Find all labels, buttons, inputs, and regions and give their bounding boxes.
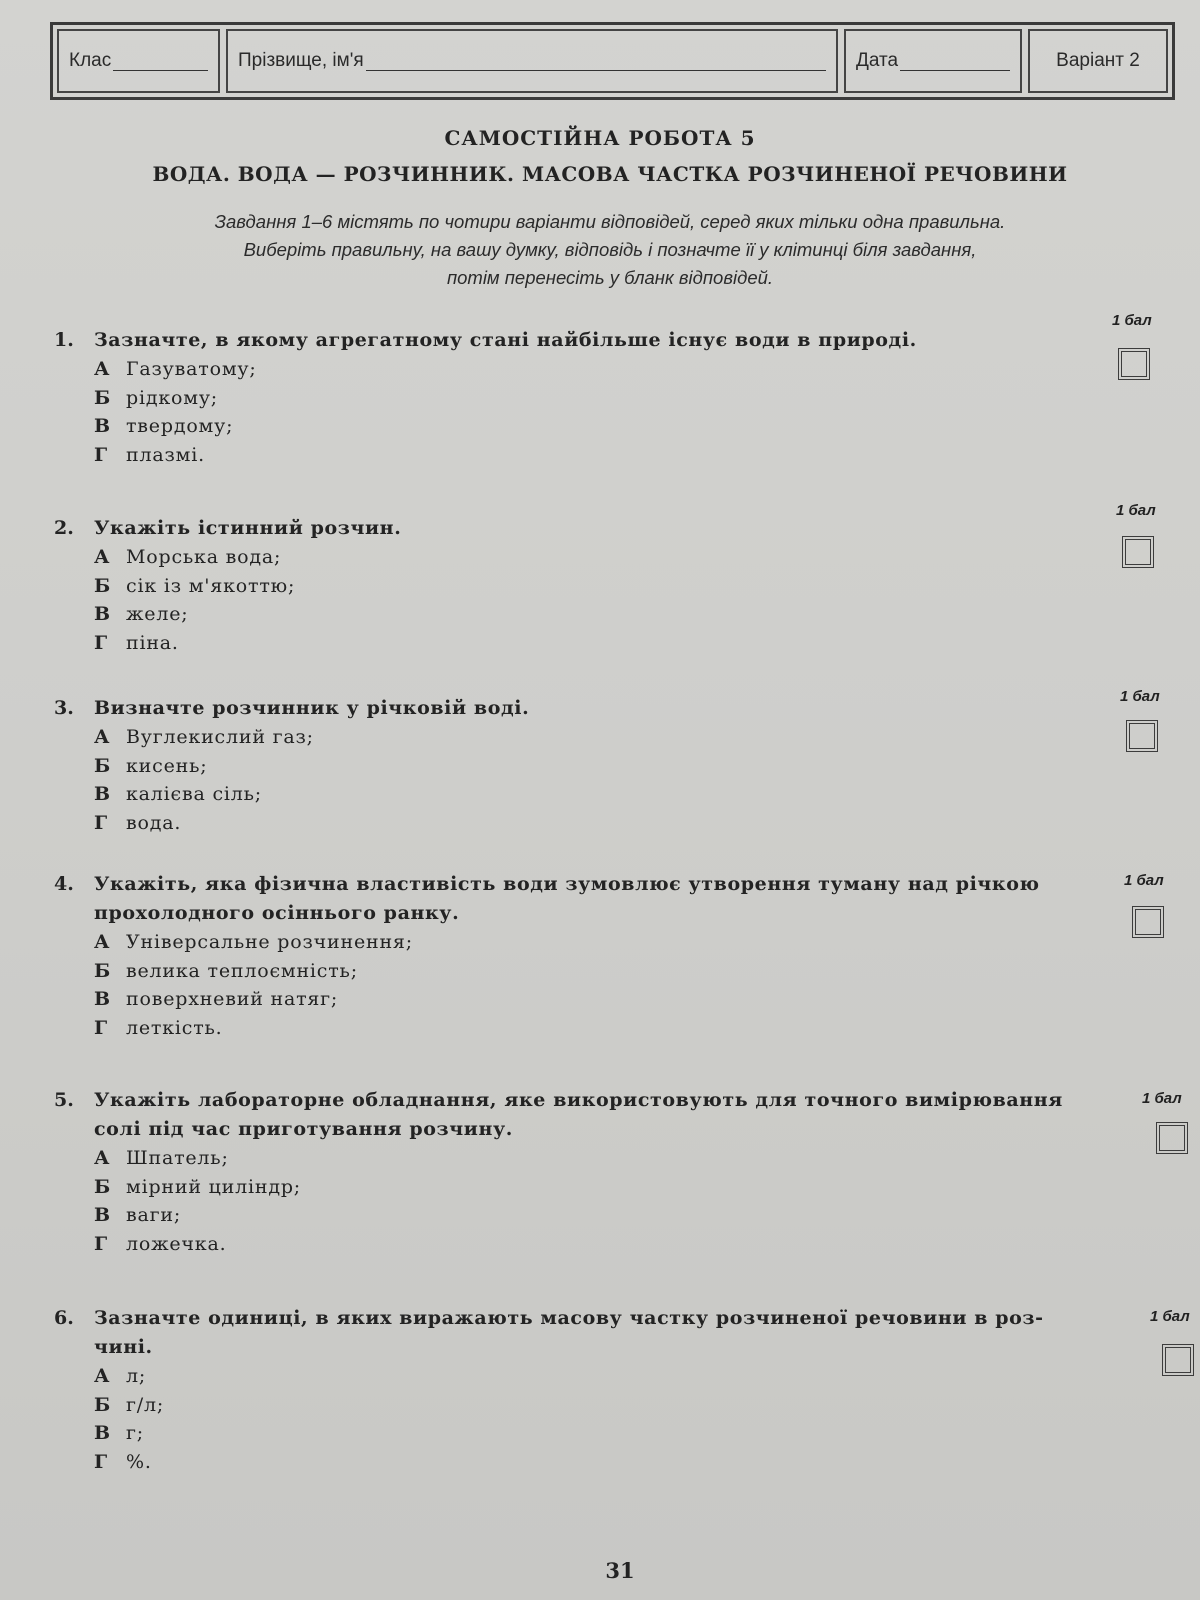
option-a[interactable] — [94, 1144, 1094, 1173]
option-text: кисень; — [126, 754, 208, 777]
option-text: поверхневий натяг; — [126, 988, 339, 1010]
option-letter: В — [94, 603, 111, 625]
question-text-line-1: Зазначте одиниці, в яких виражають масову частку розчиненої речовини в роз- — [94, 1307, 1044, 1329]
header-table — [50, 22, 1175, 100]
class-label: Клас — [69, 50, 112, 71]
options-list — [94, 355, 1094, 469]
option-letter: В — [94, 1204, 111, 1226]
option-text: ложечка. — [126, 1232, 227, 1255]
question-text-line-2: чині. — [94, 1336, 153, 1358]
option-b[interactable] — [94, 752, 1094, 781]
option-letter: А — [94, 1365, 111, 1387]
variant-cell — [1028, 29, 1168, 93]
question-text-line-1: Укажіть лабораторне обладнання, яке використовують для точного вимірювання — [94, 1089, 1063, 1111]
option-text: %. — [126, 1450, 152, 1473]
option-text: сік із м'якоттю; — [126, 574, 296, 597]
question-number: 3. — [54, 697, 74, 719]
option-text: ваги; — [126, 1204, 182, 1226]
option-letter: А — [94, 1147, 111, 1169]
question-5 — [54, 1086, 1094, 1258]
options-list — [94, 543, 1094, 657]
option-text: л; — [126, 1365, 147, 1387]
question-text: Зазначте, в якому агрегатному стані найбільше існує води в природі. — [94, 329, 917, 351]
option-v[interactable] — [94, 412, 1094, 441]
option-g[interactable] — [94, 809, 1094, 838]
date-label: Дата — [856, 50, 899, 71]
question-2 — [54, 514, 1094, 657]
option-letter: Г — [94, 443, 108, 466]
option-g[interactable] — [94, 1448, 1094, 1477]
option-text: Морська вода; — [126, 546, 282, 568]
option-text: калієва сіль; — [126, 783, 262, 805]
option-letter: Б — [94, 1393, 112, 1416]
option-letter: Г — [94, 1016, 108, 1039]
question-number: 6. — [54, 1307, 74, 1329]
option-letter: А — [94, 358, 111, 380]
date-line — [900, 52, 1010, 71]
option-text: мірний циліндр; — [126, 1175, 302, 1198]
option-b[interactable] — [94, 384, 1094, 413]
answer-checkbox[interactable] — [1122, 536, 1154, 568]
option-letter: Г — [94, 631, 108, 654]
option-text: г; — [126, 1422, 144, 1444]
option-g[interactable] — [94, 1014, 1094, 1043]
question-number: 1. — [54, 329, 74, 351]
option-letter: Г — [94, 811, 108, 834]
options-list — [94, 928, 1094, 1042]
question-number: 4. — [54, 873, 74, 895]
instruction-line: Виберіть правильну, на вашу думку, відповідь і позначте її у клітинці біля завдання, — [243, 239, 977, 260]
option-letter: А — [94, 931, 111, 953]
option-text: Газуватому; — [126, 358, 257, 380]
question-4 — [54, 870, 1094, 1042]
option-a[interactable] — [94, 928, 1094, 957]
option-text: г/л; — [126, 1393, 165, 1416]
points-label: 1 бал — [1112, 312, 1152, 329]
option-text: твердому; — [126, 415, 234, 437]
option-g[interactable] — [94, 441, 1094, 470]
answer-checkbox[interactable] — [1162, 1344, 1194, 1376]
option-b[interactable] — [94, 957, 1094, 986]
option-letter: В — [94, 1422, 111, 1444]
instruction-line: Завдання 1–6 містять по чотири варіанти відповідей, серед яких тільки одна правильна. — [214, 211, 1006, 232]
question-text-line-2: солі під час приготування розчину. — [94, 1118, 513, 1140]
answer-checkbox[interactable] — [1156, 1122, 1188, 1154]
option-b[interactable] — [94, 1173, 1094, 1202]
option-a[interactable] — [94, 1362, 1094, 1391]
variant-label: Варіант 2 — [1056, 50, 1140, 71]
option-text: Вуглекислий газ; — [126, 726, 314, 748]
option-b[interactable] — [94, 1391, 1094, 1420]
page-title: САМОСТІЙНА РОБОТА 5 — [444, 126, 756, 150]
option-text: леткість. — [126, 1016, 223, 1039]
question-3 — [54, 694, 1094, 837]
answer-checkbox[interactable] — [1118, 348, 1150, 380]
option-text: желе; — [126, 603, 189, 625]
option-a[interactable] — [94, 723, 1094, 752]
question-text: Визначте розчинник у річковій воді. — [94, 697, 530, 719]
option-v[interactable] — [94, 985, 1094, 1014]
points-label: 1 бал — [1142, 1090, 1182, 1107]
question-text-line-2: прохолодного осіннього ранку. — [94, 902, 460, 924]
option-letter: Б — [94, 1175, 112, 1198]
question-1 — [54, 326, 1094, 469]
option-letter: В — [94, 988, 111, 1010]
option-letter: Г — [94, 1450, 108, 1473]
option-v[interactable] — [94, 780, 1094, 809]
option-v[interactable] — [94, 1201, 1094, 1230]
class-line — [113, 52, 208, 71]
option-text: вода. — [126, 811, 182, 834]
question-text-line-1: Укажіть, яка фізична властивість води зумовлює утворення туману над річкою — [94, 873, 1040, 895]
option-g[interactable] — [94, 1230, 1094, 1259]
points-label: 1 бал — [1120, 688, 1160, 705]
class-cell[interactable] — [57, 29, 220, 93]
instructions — [80, 208, 1140, 292]
question-text: Укажіть істинний розчин. — [94, 517, 402, 539]
option-v[interactable] — [94, 600, 1094, 629]
option-text: рідкому; — [126, 386, 219, 409]
option-letter: Б — [94, 386, 112, 409]
option-letter: Г — [94, 1232, 108, 1255]
option-letter: Б — [94, 959, 112, 982]
page-number: 31 — [605, 1558, 635, 1583]
option-text: Шпатель; — [126, 1147, 229, 1169]
points-label: 1 бал — [1116, 502, 1156, 519]
option-letter: А — [94, 726, 111, 748]
question-number: 5. — [54, 1089, 74, 1111]
instruction-line: потім перенесіть у бланк відповідей. — [446, 267, 774, 288]
answer-checkbox[interactable] — [1132, 906, 1164, 938]
answer-checkbox[interactable] — [1126, 720, 1158, 752]
options-list — [94, 1144, 1094, 1258]
option-text: Універсальне розчинення; — [126, 931, 413, 953]
date-cell[interactable] — [844, 29, 1022, 93]
option-a[interactable] — [94, 543, 1094, 572]
option-text: велика теплоємність; — [126, 959, 358, 982]
options-list — [94, 723, 1094, 837]
name-line — [366, 52, 826, 71]
options-list — [94, 1362, 1094, 1476]
option-letter: В — [94, 415, 111, 437]
option-text: плазмі. — [126, 443, 205, 466]
question-number: 2. — [54, 517, 74, 539]
question-6 — [54, 1304, 1094, 1476]
page-subtitle: ВОДА. ВОДА — РОЗЧИННИК. МАСОВА ЧАСТКА РОЗЧИНЕНОЇ РЕЧОВИНИ — [152, 162, 1068, 186]
option-a[interactable] — [94, 355, 1094, 384]
option-b[interactable] — [94, 572, 1094, 601]
option-letter: Б — [94, 754, 112, 777]
name-label: Прізвище, ім'я — [238, 50, 364, 71]
option-letter: Б — [94, 574, 112, 597]
points-label: 1 бал — [1124, 872, 1164, 889]
option-g[interactable] — [94, 629, 1094, 658]
option-letter: В — [94, 783, 111, 805]
name-cell[interactable] — [226, 29, 838, 93]
points-label: 1 бал — [1150, 1308, 1190, 1325]
option-letter: А — [94, 546, 111, 568]
option-v[interactable] — [94, 1419, 1094, 1448]
option-text: піна. — [126, 631, 179, 654]
